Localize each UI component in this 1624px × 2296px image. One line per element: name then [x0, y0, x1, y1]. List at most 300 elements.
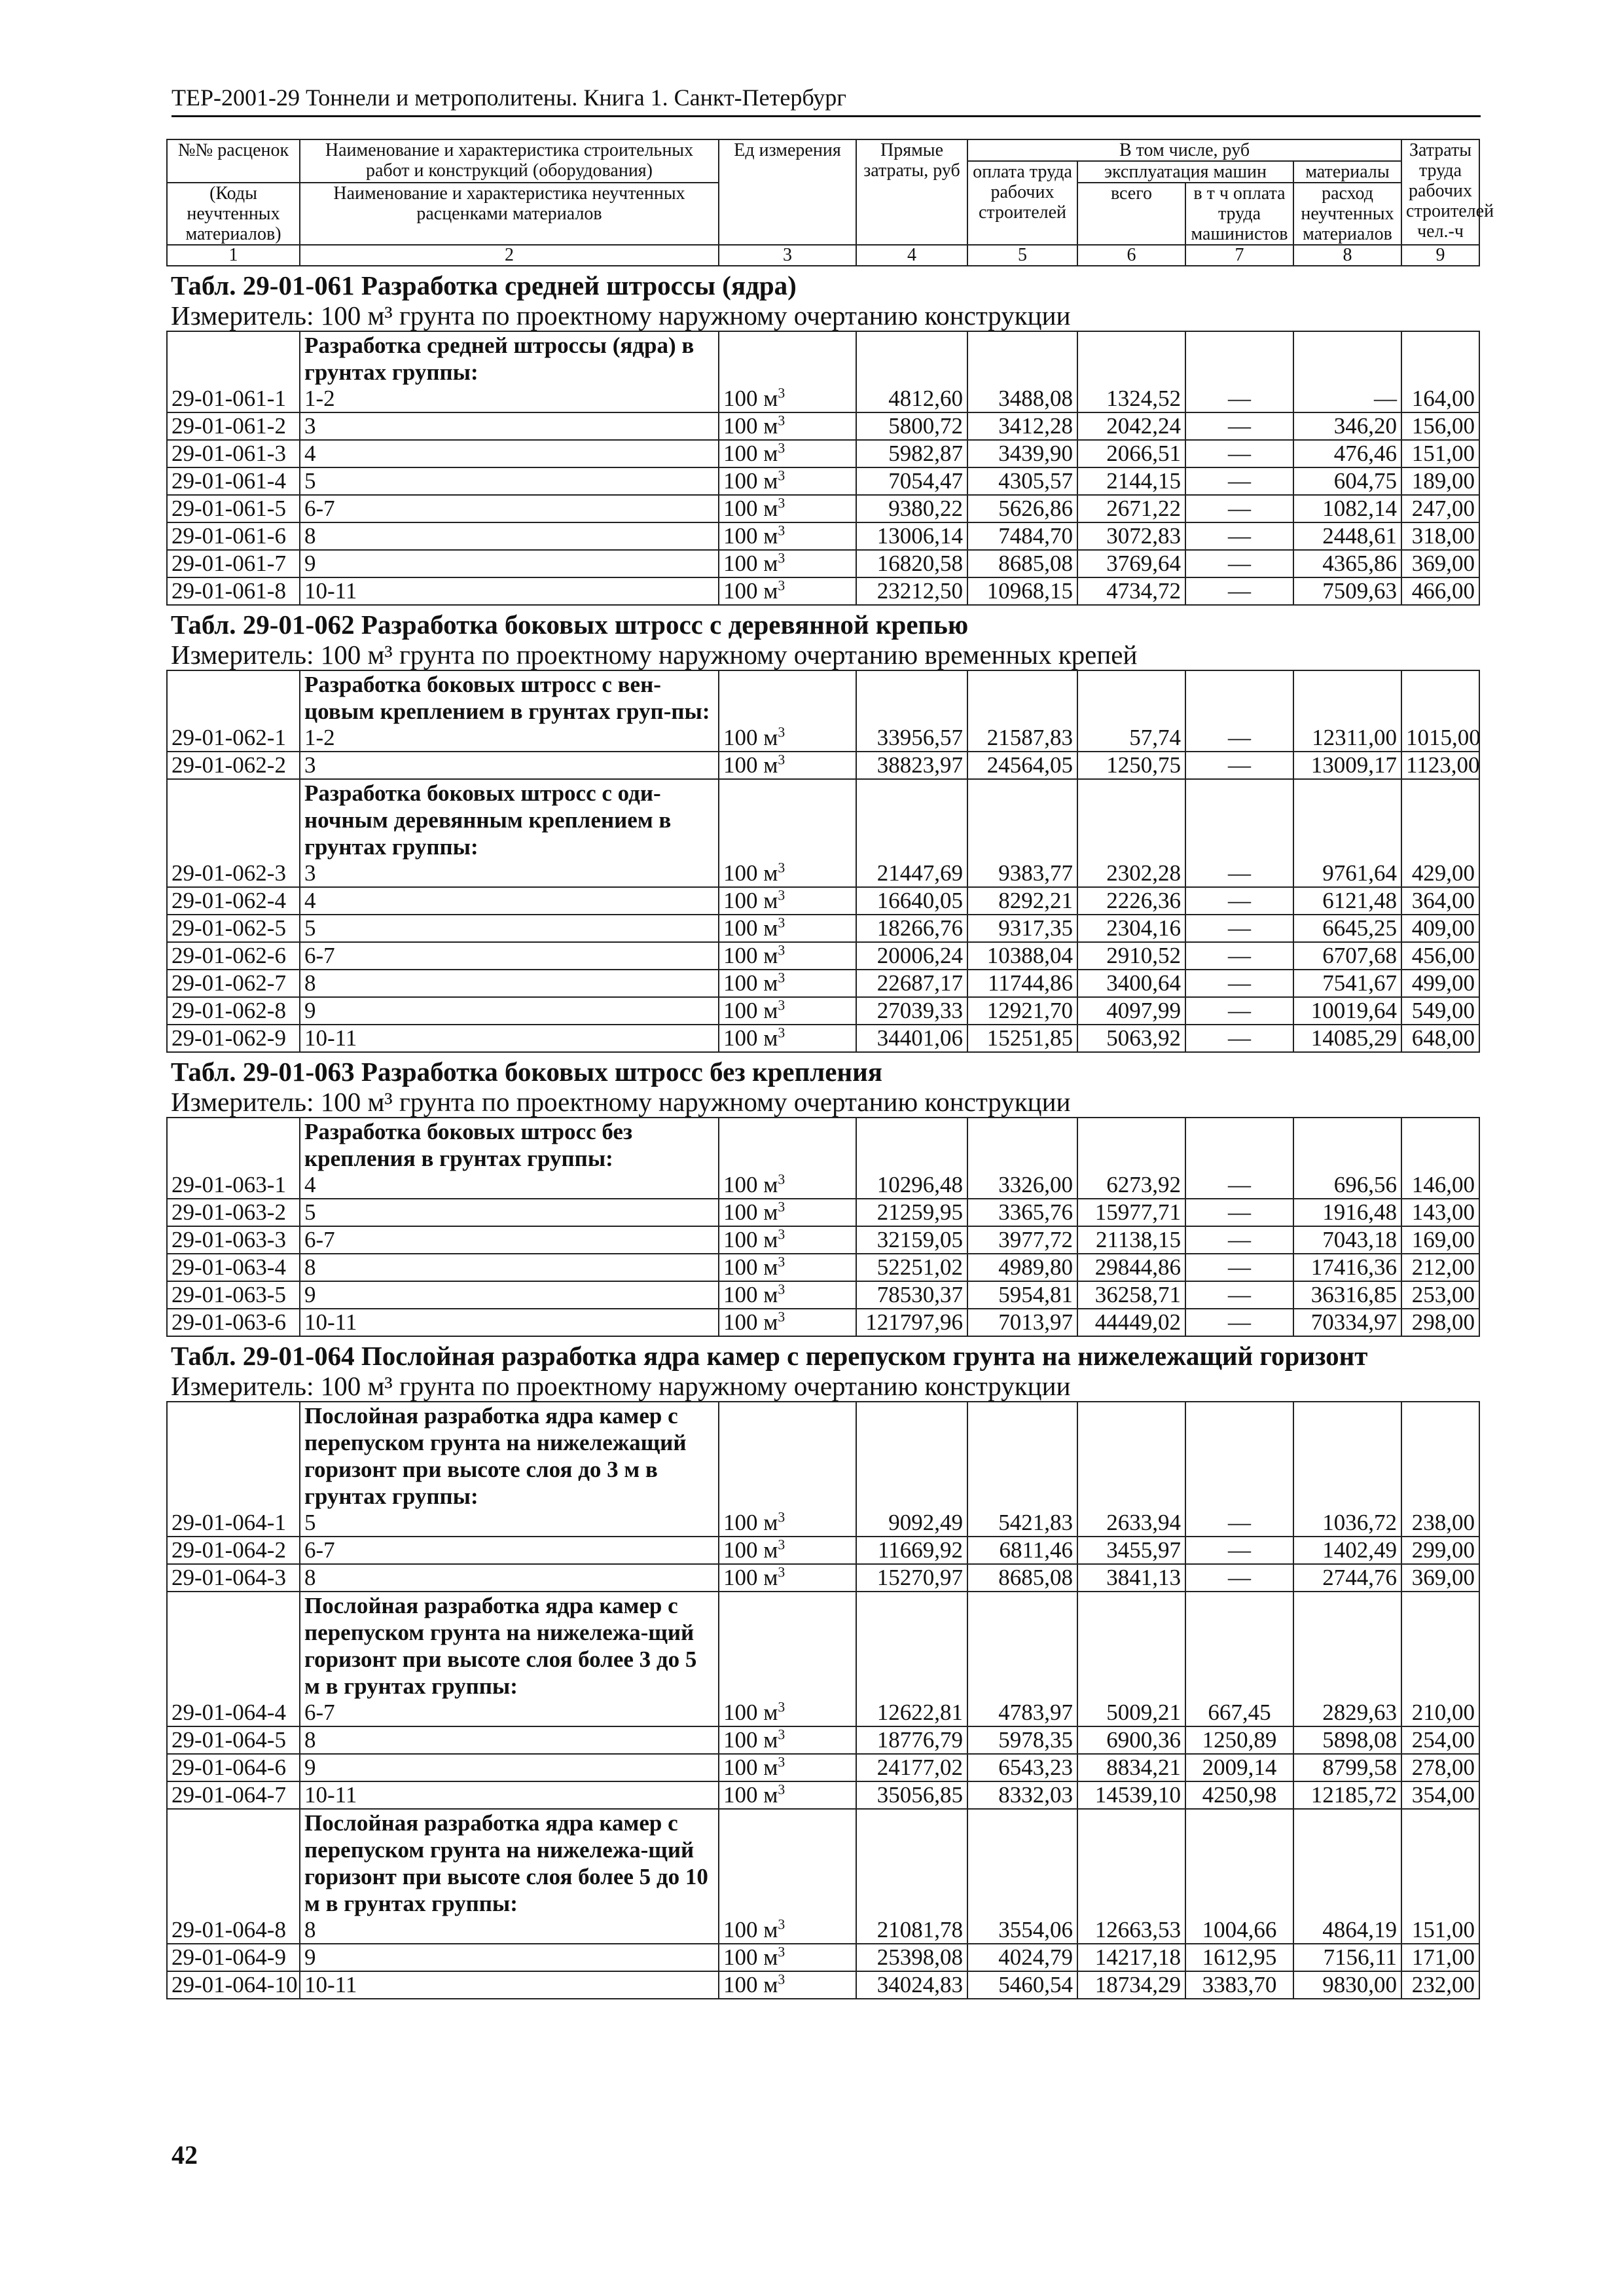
work-name-cell [300, 1281, 719, 1309]
unit-text: 100 м [723, 551, 778, 576]
soil-group: 3 [304, 860, 316, 886]
machines-total-cell: 6900,36 [1077, 1726, 1185, 1754]
machines-total-cell: 36258,71 [1077, 1281, 1185, 1309]
col-index: 9 [1401, 245, 1479, 266]
operators-wages-cell: — [1185, 752, 1293, 779]
group-name: Послойная разработка ядра камер с перепуском грунта на нижележа-щий горизонт при высоте слоя более 5 до 10 м в грунтах группы: [304, 1810, 708, 1916]
direct-costs-cell: 5982,87 [856, 440, 967, 467]
unit-text: 100 м [723, 1944, 778, 1970]
direct-costs-cell: 9380,22 [856, 495, 967, 522]
labor-hours-cell: 238,00 [1401, 1402, 1479, 1537]
soil-group: 4 [304, 1172, 316, 1197]
unit-text: 100 м [723, 1727, 778, 1753]
col-materials-header: материалы [1293, 161, 1401, 183]
section-title: Табл. 29-01-062 Разработка боковых штросс с деревянной крепью [171, 610, 969, 640]
wages-cell: 8332,03 [967, 1781, 1077, 1809]
soil-group: 3 [304, 752, 316, 778]
operators-wages-cell: 667,45 [1185, 1592, 1293, 1726]
materials-cell: 346,20 [1293, 412, 1401, 440]
materials-cell: 14085,29 [1293, 1025, 1401, 1052]
rate-code-cell: 29-01-062-8 [167, 997, 300, 1025]
wages-cell: 5626,86 [967, 495, 1077, 522]
group-name: Разработка боковых штросс без крепления в грунтах группы: [304, 1119, 633, 1171]
soil-group: 6-7 [304, 1227, 335, 1252]
rate-code-cell: 29-01-063-5 [167, 1281, 300, 1309]
unit-text: 100 м [723, 496, 778, 521]
unit-cell: 100 $м^3$ [719, 997, 856, 1025]
table-row [167, 887, 1479, 915]
direct-costs-cell: 38823,97 [856, 752, 967, 779]
col-index: 2 [300, 245, 719, 266]
section-heading-row [167, 1052, 1479, 1118]
soil-group: 4 [304, 441, 316, 466]
work-name-cell [300, 752, 719, 779]
table-row [167, 1118, 1479, 1199]
work-name-cell [300, 467, 719, 495]
col-name-header: Наименование и характеристика строительных работ и конструкций (оборудования) [300, 139, 719, 183]
soil-group: 6-7 [304, 943, 335, 968]
soil-group: 8 [304, 1727, 316, 1753]
labor-hours-cell: 232,00 [1401, 1971, 1479, 1999]
rate-code-cell: 29-01-062-1 [167, 670, 300, 752]
machines-total-cell: 4734,72 [1077, 577, 1185, 605]
materials-cell: 8799,58 [1293, 1754, 1401, 1781]
direct-costs-cell: 52251,02 [856, 1254, 967, 1281]
direct-costs-cell: 21259,95 [856, 1199, 967, 1226]
operators-wages-cell: — [1185, 1254, 1293, 1281]
rate-code-cell: 29-01-063-3 [167, 1226, 300, 1254]
direct-costs-cell: 78530,37 [856, 1281, 967, 1309]
col-index: 5 [967, 245, 1077, 266]
direct-costs-cell: 25398,08 [856, 1944, 967, 1971]
section-heading-row [167, 605, 1479, 670]
materials-cell: 1082,14 [1293, 495, 1401, 522]
machines-total-cell: 5063,92 [1077, 1025, 1185, 1052]
labor-hours-cell: 364,00 [1401, 887, 1479, 915]
work-name-cell [300, 779, 719, 887]
group-name: Разработка средней штроссы (ядра) в грунтах группы: [304, 333, 695, 385]
machines-total-cell: 21138,15 [1077, 1226, 1185, 1254]
wages-cell: 9317,35 [967, 915, 1077, 942]
unit-cell: 100 $м^3$ [719, 1971, 856, 1999]
table-row [167, 970, 1479, 997]
work-name-cell [300, 577, 719, 605]
materials-cell: 70334,97 [1293, 1309, 1401, 1336]
direct-costs-cell: 7054,47 [856, 467, 967, 495]
direct-costs-cell: 23212,50 [856, 577, 967, 605]
materials-cell: 5898,08 [1293, 1726, 1401, 1754]
materials-cell: 4864,19 [1293, 1809, 1401, 1944]
direct-costs-cell: 35056,85 [856, 1781, 967, 1809]
table-row [167, 1754, 1479, 1781]
table-row [167, 1281, 1479, 1309]
labor-hours-cell: 456,00 [1401, 942, 1479, 970]
operators-wages-cell: — [1185, 1281, 1293, 1309]
col-machines-total-header: всего [1077, 183, 1185, 245]
unit-text: 100 м [723, 1700, 778, 1725]
operators-wages-cell: — [1185, 970, 1293, 997]
soil-group: 5 [304, 468, 316, 494]
machines-total-cell: 2144,15 [1077, 467, 1185, 495]
unit-cell: 100 $м^3$ [719, 1754, 856, 1781]
work-name-cell [300, 997, 719, 1025]
materials-cell: 7156,11 [1293, 1944, 1401, 1971]
soil-group: 8 [304, 523, 316, 549]
soil-group: 6-7 [304, 496, 335, 521]
direct-costs-cell: 9092,49 [856, 1402, 967, 1537]
unit-text: 100 м [723, 1309, 778, 1335]
materials-cell: 1402,49 [1293, 1537, 1401, 1564]
materials-cell: 1916,48 [1293, 1199, 1401, 1226]
unit-cell: 100 $м^3$ [719, 1402, 856, 1537]
rate-code-cell: 29-01-064-7 [167, 1781, 300, 1809]
soil-group: 10-11 [304, 1972, 357, 1997]
machines-total-cell: 3400,64 [1077, 970, 1185, 997]
work-name-cell [300, 915, 719, 942]
unit-cell: 100 $м^3$ [719, 779, 856, 887]
direct-costs-cell: 16640,05 [856, 887, 967, 915]
unit-text: 100 м [723, 441, 778, 466]
wages-cell: 10968,15 [967, 577, 1077, 605]
unit-cell: 100 $м^3$ [719, 1809, 856, 1944]
machines-total-cell: 2910,52 [1077, 942, 1185, 970]
work-name-cell [300, 440, 719, 467]
col-index: 6 [1077, 245, 1185, 266]
col-direct-costs-header: Прямые затраты, руб [856, 139, 967, 245]
unit-cell: 100 $м^3$ [719, 1537, 856, 1564]
labor-hours-cell: 369,00 [1401, 550, 1479, 577]
operators-wages-cell: 2009,14 [1185, 1754, 1293, 1781]
rate-code-cell: 29-01-064-8 [167, 1809, 300, 1944]
machines-total-cell: 1250,75 [1077, 752, 1185, 779]
work-name-cell [300, 1537, 719, 1564]
operators-wages-cell: — [1185, 915, 1293, 942]
labor-hours-cell: 156,00 [1401, 412, 1479, 440]
unit-cell: 100 $м^3$ [719, 440, 856, 467]
operators-wages-cell: — [1185, 1226, 1293, 1254]
rates-table [166, 139, 1494, 1999]
materials-cell: 7043,18 [1293, 1226, 1401, 1254]
materials-cell: 6645,25 [1293, 915, 1401, 942]
operators-wages-cell: — [1185, 467, 1293, 495]
soil-group: 3 [304, 413, 316, 439]
soil-group: 8 [304, 1917, 316, 1942]
direct-costs-cell: 4812,60 [856, 331, 967, 412]
labor-hours-cell: 171,00 [1401, 1944, 1479, 1971]
col-index: 1 [167, 245, 300, 266]
unit-text: 100 м [723, 1755, 778, 1780]
wages-cell: 4989,80 [967, 1254, 1077, 1281]
machines-total-cell: 29844,86 [1077, 1254, 1185, 1281]
rate-code-cell: 29-01-061-5 [167, 495, 300, 522]
materials-cell: 2448,61 [1293, 522, 1401, 550]
wages-cell: 3439,90 [967, 440, 1077, 467]
unit-cell: 100 $м^3$ [719, 1309, 856, 1336]
soil-group: 6-7 [304, 1537, 335, 1563]
table-row [167, 522, 1479, 550]
work-name-cell [300, 1254, 719, 1281]
wages-cell: 3326,00 [967, 1118, 1077, 1199]
soil-group: 9 [304, 1282, 316, 1307]
work-name-cell [300, 331, 719, 412]
unit-text: 100 м [723, 1972, 778, 1997]
direct-costs-cell: 20006,24 [856, 942, 967, 970]
labor-hours-cell: 429,00 [1401, 779, 1479, 887]
unit-cell: 100 $м^3$ [719, 522, 856, 550]
work-name-cell [300, 887, 719, 915]
unit-cell: 100 $м^3$ [719, 1726, 856, 1754]
materials-cell: 17416,36 [1293, 1254, 1401, 1281]
materials-cell: 7509,63 [1293, 577, 1401, 605]
labor-hours-cell: 1015,00 [1401, 670, 1479, 752]
unit-cell: 100 $м^3$ [719, 942, 856, 970]
labor-hours-cell: 549,00 [1401, 997, 1479, 1025]
wages-cell: 6543,23 [967, 1754, 1077, 1781]
table-row [167, 331, 1479, 412]
wages-cell: 4024,79 [967, 1944, 1077, 1971]
table-row [167, 779, 1479, 887]
work-name-cell [300, 1944, 719, 1971]
table-row [167, 1254, 1479, 1281]
table-row [167, 1809, 1479, 1944]
unit-text: 100 м [723, 523, 778, 549]
machines-total-cell: 14217,18 [1077, 1944, 1185, 1971]
materials-cell: 9761,64 [1293, 779, 1401, 887]
col-code-header: №№ расценок [167, 139, 300, 183]
section-heading [167, 1052, 1479, 1118]
table-row [167, 440, 1479, 467]
materials-cell: 6707,68 [1293, 942, 1401, 970]
unit-text: 100 м [723, 1537, 778, 1563]
materials-cell: 10019,64 [1293, 997, 1401, 1025]
direct-costs-cell: 32159,05 [856, 1226, 967, 1254]
unit-text: 100 м [723, 888, 778, 913]
table-row [167, 1781, 1479, 1809]
rate-code-cell: 29-01-064-6 [167, 1754, 300, 1781]
rate-code-cell: 29-01-063-4 [167, 1254, 300, 1281]
table-row [167, 942, 1479, 970]
operators-wages-cell: — [1185, 1025, 1293, 1052]
unit-text: 100 м [723, 915, 778, 941]
labor-hours-cell: 210,00 [1401, 1592, 1479, 1726]
work-name-cell [300, 670, 719, 752]
unit-text: 100 м [723, 998, 778, 1023]
machines-total-cell: 5009,21 [1077, 1592, 1185, 1726]
table-row [167, 997, 1479, 1025]
materials-cell: 12185,72 [1293, 1781, 1401, 1809]
rate-code-cell: 29-01-063-1 [167, 1118, 300, 1199]
table-row [167, 1309, 1479, 1336]
work-name-cell [300, 1726, 719, 1754]
operators-wages-cell: — [1185, 670, 1293, 752]
machines-total-cell: 57,74 [1077, 670, 1185, 752]
labor-hours-cell: 648,00 [1401, 1025, 1479, 1052]
machines-total-cell: 6273,92 [1077, 1118, 1185, 1199]
machines-total-cell: 12663,53 [1077, 1809, 1185, 1944]
unit-text: 100 м [723, 1782, 778, 1808]
unit-text: 100 м [723, 752, 778, 778]
labor-hours-cell: 298,00 [1401, 1309, 1479, 1336]
wages-cell: 12921,70 [967, 997, 1077, 1025]
wages-cell: 3365,76 [967, 1199, 1077, 1226]
col-materials-name-header: Наименование и характеристика неучтенных расценками материалов [300, 183, 719, 245]
direct-costs-cell: 16820,58 [856, 550, 967, 577]
work-name-cell [300, 1118, 719, 1199]
rate-code-cell: 29-01-064-3 [167, 1564, 300, 1592]
unit-text: 100 м [723, 1227, 778, 1252]
rate-code-cell: 29-01-061-2 [167, 412, 300, 440]
work-name-cell [300, 1402, 719, 1537]
materials-cell: 36316,85 [1293, 1281, 1401, 1309]
machines-total-cell: 3455,97 [1077, 1537, 1185, 1564]
labor-hours-cell: 354,00 [1401, 1781, 1479, 1809]
col-index: 3 [719, 245, 856, 266]
unit-cell: 100 $м^3$ [719, 467, 856, 495]
work-name-cell [300, 1309, 719, 1336]
work-name-cell [300, 1754, 719, 1781]
machines-total-cell: 2671,22 [1077, 495, 1185, 522]
machines-total-cell: 44449,02 [1077, 1309, 1185, 1336]
rate-code-cell: 29-01-061-8 [167, 577, 300, 605]
unit-text: 100 м [723, 413, 778, 439]
rate-code-cell: 29-01-064-4 [167, 1592, 300, 1726]
work-name-cell [300, 1781, 719, 1809]
table-row [167, 915, 1479, 942]
rate-code-cell: 29-01-064-10 [167, 1971, 300, 1999]
rate-code-cell: 29-01-061-4 [167, 467, 300, 495]
machines-total-cell: 2042,24 [1077, 412, 1185, 440]
operators-wages-cell: — [1185, 522, 1293, 550]
machines-total-cell: 2226,36 [1077, 887, 1185, 915]
unit-cell: 100 $м^3$ [719, 887, 856, 915]
wages-cell: 4783,97 [967, 1592, 1077, 1726]
operators-wages-cell: — [1185, 779, 1293, 887]
machines-total-cell: 4097,99 [1077, 997, 1185, 1025]
col-index: 8 [1293, 245, 1401, 266]
unit-text: 100 м [723, 860, 778, 886]
wages-cell: 7013,97 [967, 1309, 1077, 1336]
labor-hours-cell: 499,00 [1401, 970, 1479, 997]
section-measure: Измеритель: 100 м³ грунта по проектному наружному очертанию конструкции [171, 1087, 1071, 1117]
unit-cell: 100 $м^3$ [719, 915, 856, 942]
soil-group: 10-11 [304, 1782, 357, 1808]
unit-cell: 100 $м^3$ [719, 550, 856, 577]
col-index: 7 [1185, 245, 1293, 266]
section-measure: Измеритель: 100 м³ грунта по проектному наружному очертанию конструкции [171, 301, 1071, 331]
direct-costs-cell: 21447,69 [856, 779, 967, 887]
materials-cell: 9830,00 [1293, 1971, 1401, 1999]
work-name-cell [300, 495, 719, 522]
operators-wages-cell: 3383,70 [1185, 1971, 1293, 1999]
materials-cell: 2829,63 [1293, 1592, 1401, 1726]
machines-total-cell: 1324,52 [1077, 331, 1185, 412]
table-row [167, 412, 1479, 440]
labor-hours-cell: 369,00 [1401, 1564, 1479, 1592]
materials-cell: 696,56 [1293, 1118, 1401, 1199]
col-materials-use-header: расход неучтенных материалов [1293, 183, 1401, 245]
rate-code-cell: 29-01-061-6 [167, 522, 300, 550]
table-row [167, 1402, 1479, 1537]
operators-wages-cell: — [1185, 942, 1293, 970]
unit-cell: 100 $м^3$ [719, 495, 856, 522]
labor-hours-cell: 151,00 [1401, 1809, 1479, 1944]
unit-text: 100 м [723, 1510, 778, 1535]
unit-text: 100 м [723, 1025, 778, 1051]
group-name: Разработка боковых штросс с вен-цовым креплением в грунтах груп-пы: [304, 672, 710, 724]
labor-hours-cell: 151,00 [1401, 440, 1479, 467]
rate-code-cell: 29-01-063-6 [167, 1309, 300, 1336]
unit-cell: 100 $м^3$ [719, 1199, 856, 1226]
rate-code-cell: 29-01-061-3 [167, 440, 300, 467]
work-name-cell [300, 970, 719, 997]
table-row [167, 495, 1479, 522]
col-labor-hours-header: Затраты труда рабочих строителей чел.-ч [1401, 139, 1479, 245]
unit-text: 100 м [723, 1172, 778, 1197]
labor-hours-cell: 169,00 [1401, 1226, 1479, 1254]
soil-group: 10-11 [304, 1025, 357, 1051]
direct-costs-cell: 27039,33 [856, 997, 967, 1025]
direct-costs-cell: 5800,72 [856, 412, 967, 440]
rate-code-cell: 29-01-062-6 [167, 942, 300, 970]
machines-total-cell: 18734,29 [1077, 1971, 1185, 1999]
work-name-cell [300, 1199, 719, 1226]
rate-code-cell: 29-01-064-2 [167, 1537, 300, 1564]
unit-cell: 100 $м^3$ [719, 1944, 856, 1971]
page-number: 42 [171, 2140, 198, 2170]
operators-wages-cell: — [1185, 1118, 1293, 1199]
table-row [167, 752, 1479, 779]
unit-text: 100 м [723, 1199, 778, 1225]
materials-cell: 7541,67 [1293, 970, 1401, 997]
col-materials-code-header: (Коды неучтенных материалов) [167, 183, 300, 245]
direct-costs-cell: 22687,17 [856, 970, 967, 997]
operators-wages-cell: — [1185, 331, 1293, 412]
direct-costs-cell: 13006,14 [856, 522, 967, 550]
direct-costs-cell: 18776,79 [856, 1726, 967, 1754]
group-name: Послойная разработка ядра камер с перепуском грунта на нижележа-щий горизонт при высоте слоя более 3 до 5 м в грунтах группы: [304, 1593, 697, 1699]
wages-cell: 5954,81 [967, 1281, 1077, 1309]
unit-cell: 100 $м^3$ [719, 331, 856, 412]
unit-cell: 100 $м^3$ [719, 577, 856, 605]
page-header: ТЕР-2001-29 Тоннели и метрополитены. Книга 1. Санкт-Петербург [171, 84, 1481, 117]
table-row [167, 1592, 1479, 1726]
operators-wages-cell: — [1185, 1309, 1293, 1336]
work-name-cell [300, 522, 719, 550]
labor-hours-cell: 1123,00 [1401, 752, 1479, 779]
materials-cell: — [1293, 331, 1401, 412]
work-name-cell [300, 550, 719, 577]
operators-wages-cell: — [1185, 495, 1293, 522]
col-unit-header: Ед измерения [719, 139, 856, 245]
table-body [167, 266, 1479, 1999]
soil-group: 5 [304, 1510, 316, 1535]
section-heading-row [167, 266, 1479, 331]
materials-cell: 6121,48 [1293, 887, 1401, 915]
soil-group: 9 [304, 1944, 316, 1970]
unit-cell: 100 $м^3$ [719, 752, 856, 779]
operators-wages-cell: 1004,66 [1185, 1809, 1293, 1944]
table-row [167, 1944, 1479, 1971]
direct-costs-cell: 11669,92 [856, 1537, 967, 1564]
materials-cell: 604,75 [1293, 467, 1401, 495]
machines-total-cell: 2066,51 [1077, 440, 1185, 467]
table-row [167, 577, 1479, 605]
materials-cell: 12311,00 [1293, 670, 1401, 752]
work-name-cell [300, 942, 719, 970]
labor-hours-cell: 254,00 [1401, 1726, 1479, 1754]
rate-code-cell: 29-01-064-1 [167, 1402, 300, 1537]
rate-code-cell: 29-01-062-7 [167, 970, 300, 997]
